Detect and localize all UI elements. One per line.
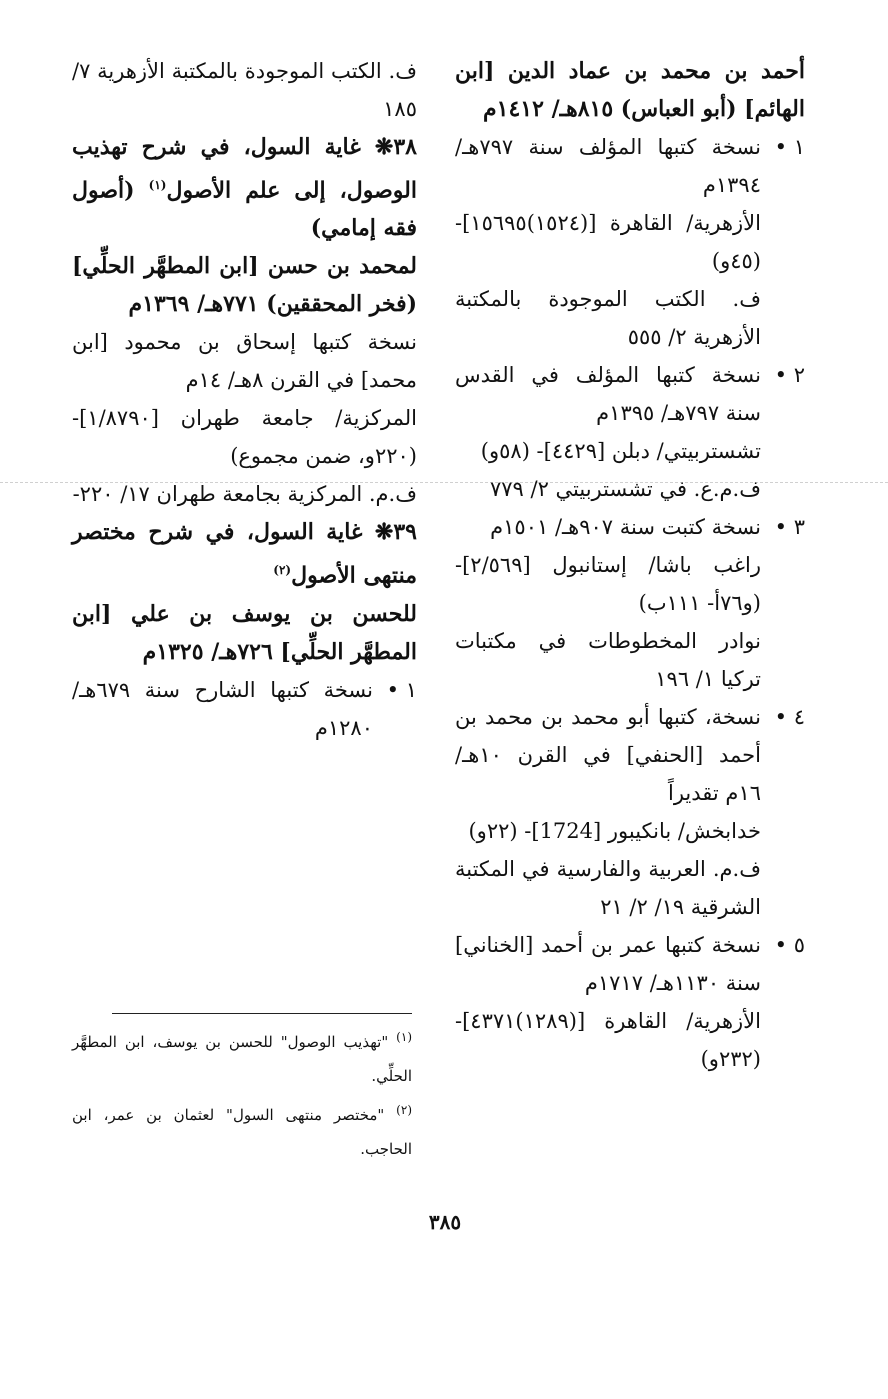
manuscript-entry-3 xyxy=(455,508,805,546)
entry-catalog-ref: نوادر المخطوطات في مكتبات تركيا ١/ ١٩٦ xyxy=(455,629,761,691)
entry-catalog-ref: ف.م. العربية والفارسية في المكتبة الشرقية ١٩/ ٢/ ٢١ xyxy=(455,857,761,919)
book-38-title xyxy=(72,128,417,247)
entry-number: ١ • xyxy=(386,677,417,702)
entry-number: ٤ • xyxy=(774,705,805,729)
entry-copy-note: نسخة، كتبها أبو محمد بن محمد بن أحمد [الحنفي] في القرن ١٠هـ/ ١٦م تقديراً xyxy=(455,705,761,805)
entry-location: الأزهرية/ القاهرة [(١٢٨٩)٤٣٧١]- (٢٣٢و) xyxy=(455,1009,761,1071)
footnote-1 xyxy=(72,1020,412,1093)
entry-number: ٢ • xyxy=(774,363,805,387)
entry-copy-note: نسخة كتبها عمر بن أحمد [الخناني] سنة ١١٣٠هـ/ ١٧١٧م xyxy=(455,933,761,995)
book-39-author: للحسن بن يوسف بن علي [ابن المطهَّر الحلِّي] ٧٢٦هـ/ ١٣٢٥م xyxy=(72,600,417,665)
footnote-marker: (١) xyxy=(396,1030,412,1044)
book-38-author: لمحمد بن حسن [ابن المطهَّر الحلِّي] (فخر المحققين) ٧٧١هـ/ ١٣٦٩م xyxy=(72,253,417,318)
footnote-2 xyxy=(72,1093,412,1166)
footnote-separator xyxy=(112,1013,412,1014)
footnote-text: "تهذيب الوصول" للحسن بن يوسف، ابن المطهَّر الحلِّي. xyxy=(72,1033,412,1085)
entry-copy-note: نسخة كتبها المؤلف سنة ٧٩٧هـ/ ١٣٩٤م xyxy=(455,135,761,197)
entry-copy-note: نسخة كتبت سنة ٩٠٧هـ/ ١٥٠١م xyxy=(490,515,761,539)
left-column xyxy=(72,52,417,747)
entry-copy-note: نسخة كتبها إسحاق بن محمود [ابن محمد] في القرن ٨هـ/ ١٤م xyxy=(72,330,417,393)
right-column xyxy=(455,52,805,1078)
footnote-text: "مختصر منتهى السول" لعثمان بن عمر، ابن الحاجب. xyxy=(72,1106,412,1158)
entry-location: الأزهرية/ القاهرة [(١٥٢٤)١٥٦٩٥]- (٤٥و) xyxy=(455,211,761,273)
entry-location: تشستربيتي/ دبلن [٤٤٢٩]- (٥٨و) xyxy=(480,439,761,463)
manuscript-entry-1 xyxy=(455,128,805,204)
entry-location: راغب باشا/ إستانبول [٢/٥٦٩]- (و٧٦أ- ١١١ب) xyxy=(455,553,761,615)
catalog-ref: ف. الكتب الموجودة بالمكتبة الأزهرية ٧/ ١٨٥ xyxy=(72,59,417,121)
book-title-text: ٣٩❋ غاية السول، في شرح مختصر منتهى الأصول xyxy=(72,519,417,589)
author-heading: أحمد بن محمد بن عماد الدين [ابن الهائم] (أبو العباس) ٨١٥هـ/ ١٤١٢م xyxy=(455,58,805,122)
page-number: ٣٨٥ xyxy=(428,1210,462,1234)
entry-catalog-ref: ف. الكتب الموجودة بالمكتبة الأزهرية ٢/ ٥٥٥ xyxy=(455,287,761,349)
manuscript-entry-4 xyxy=(455,698,805,812)
entry-catalog-ref: ف.م.ع. في تشستربيتي ٢/ ٧٧٩ xyxy=(489,477,761,501)
book-title-text: ٣٨❋ غاية السول، في شرح تهذيب الوصول، إلى علم الأصول xyxy=(72,134,417,204)
manuscript-entry-1 xyxy=(72,671,417,747)
entry-location: المركزية/ جامعة طهران [١/٨٧٩٠]- (٢٢٠و، ضمن مجموع) xyxy=(72,406,417,469)
book-subject: (أصول فقه إمامي) xyxy=(72,177,417,242)
footnote-marker: (٢) xyxy=(273,563,292,578)
entry-location: خدابخش/ بانكيبور [1724]- (٢٢و) xyxy=(468,819,761,843)
entry-number: ٣ • xyxy=(774,515,805,539)
entry-copy-note: نسخة كتبها المؤلف في القدس سنة ٧٩٧هـ/ ١٣٩٥م xyxy=(455,363,761,425)
entry-number: ١ • xyxy=(774,135,805,159)
manuscript-entry-2 xyxy=(455,356,805,432)
footnote-marker: (١) xyxy=(148,178,167,192)
entry-number: ٥ • xyxy=(774,933,805,957)
manuscript-entry-5 xyxy=(455,926,805,1002)
footnotes xyxy=(72,1020,412,1166)
entry-copy-note: نسخة كتبها الشارح سنة ٦٧٩هـ/ ١٢٨٠م xyxy=(72,677,373,740)
footnote-marker: (٢) xyxy=(396,1103,412,1117)
book-39-title xyxy=(72,513,417,594)
entry-catalog-ref: ف.م. المركزية بجامعة طهران ١٧/ ٢٢٠- xyxy=(72,482,417,507)
